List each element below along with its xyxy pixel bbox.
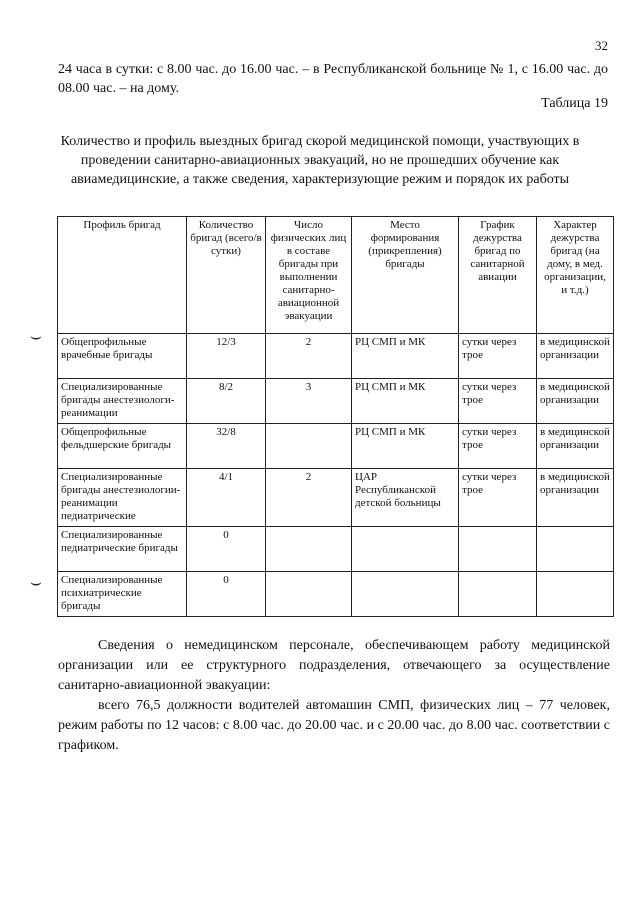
- table-row: [58, 572, 614, 617]
- cell-count: 4/1: [187, 469, 266, 527]
- cell-duty-type: [537, 527, 614, 572]
- drivers-paragraph: всего 76,5 должности водителей автомашин СМП, физических лиц – 77 человек, режим работы по 12 часов: с 8.00 час. до 20.00 час. и с 20.00 час. до 8.00 час. соответствии с графиком.: [58, 698, 610, 753]
- cell-duty-type: в медицинской организации: [537, 334, 614, 379]
- cell-duty-type: в медицинской организации: [537, 424, 614, 469]
- cell-schedule: [459, 527, 537, 572]
- cell-schedule: сутки через трое: [459, 334, 537, 379]
- cell-profile: Специализированные педиатрические бригады: [58, 527, 187, 572]
- cell-count: 12/3: [187, 334, 266, 379]
- table-row: [58, 424, 614, 469]
- header-profile: Профиль бригад: [58, 217, 187, 334]
- cell-location: РЦ СМП и МК: [352, 379, 459, 424]
- cell-persons: 3: [266, 379, 352, 424]
- cell-profile: Общепрофильные врачебные бригады: [58, 334, 187, 379]
- table-row: [58, 379, 614, 424]
- cell-count: 32/8: [187, 424, 266, 469]
- cell-location: ЦАР Республиканской детской больницы: [352, 469, 459, 527]
- intro-paragraph: 24 часа в сутки: с 8.00 час. до 16.00 час. – в Республиканской больнице № 1, с 16.00 час. до 08.00 час. – на дому.: [58, 62, 608, 96]
- header-duty-type: Характер дежурства бригад (на дому, в мед. организации, и т.д.): [537, 217, 614, 334]
- cell-schedule: сутки через трое: [459, 379, 537, 424]
- cell-persons: 2: [266, 469, 352, 527]
- cell-persons: [266, 572, 352, 617]
- cell-profile: Специализированные бригады анестезиологии-реанимации педиатрические: [58, 469, 187, 527]
- cell-count: 8/2: [187, 379, 266, 424]
- table-row: [58, 527, 614, 572]
- margin-mark: ⌣: [30, 572, 42, 592]
- cell-count: 0: [187, 527, 266, 572]
- cell-persons: [266, 424, 352, 469]
- page-number: 32: [595, 38, 608, 53]
- cell-count: 0: [187, 572, 266, 617]
- table-row: [58, 469, 614, 527]
- cell-duty-type: [537, 572, 614, 617]
- cell-profile: Специализированные бригады анестезиологи-реанимации: [58, 379, 187, 424]
- table-header-row: [58, 217, 614, 334]
- brigades-table: [57, 216, 614, 617]
- cell-profile: Общепрофильные фельдшерские бригады: [58, 424, 187, 469]
- table-label: Таблица 19: [541, 96, 608, 111]
- header-persons: Число физических лиц в составе бригады при выполнении санитарно-авиационной эвакуации: [266, 217, 352, 334]
- cell-location: РЦ СМП и МК: [352, 424, 459, 469]
- bottom-section: [58, 636, 610, 756]
- margin-mark: ⌣: [30, 326, 42, 346]
- cell-schedule: сутки через трое: [459, 469, 537, 527]
- cell-duty-type: в медицинской организации: [537, 379, 614, 424]
- cell-persons: 2: [266, 334, 352, 379]
- cell-persons: [266, 527, 352, 572]
- header-location: Место формирования (прикрепления) бригады: [352, 217, 459, 334]
- cell-schedule: сутки через трое: [459, 424, 537, 469]
- staff-info-paragraph: Сведения о немедицинском персонале, обеспечивающем работу медицинской организации или ее структурного подразделения, отвечающего за осуществление санитарно-авиационной эвакуации:: [58, 638, 610, 693]
- cell-location: [352, 527, 459, 572]
- cell-schedule: [459, 572, 537, 617]
- cell-profile: Специализированные психиатрические бригады: [58, 572, 187, 617]
- cell-location: [352, 572, 459, 617]
- cell-duty-type: в медицинской организации: [537, 469, 614, 527]
- cell-location: РЦ СМП и МК: [352, 334, 459, 379]
- header-count: Количество бригад (всего/в сутки): [187, 217, 266, 334]
- table-row: [58, 334, 614, 379]
- header-schedule: График дежурства бригад по санитарной авиации: [459, 217, 537, 334]
- table-title: Количество и профиль выездных бригад скорой медицинской помощи, участвующих в проведении санитарно-авиационных эвакуаций, но не прошедших обучение как авиамедицинские, а также сведения, характеризующие режим и порядок их работы: [60, 134, 580, 187]
